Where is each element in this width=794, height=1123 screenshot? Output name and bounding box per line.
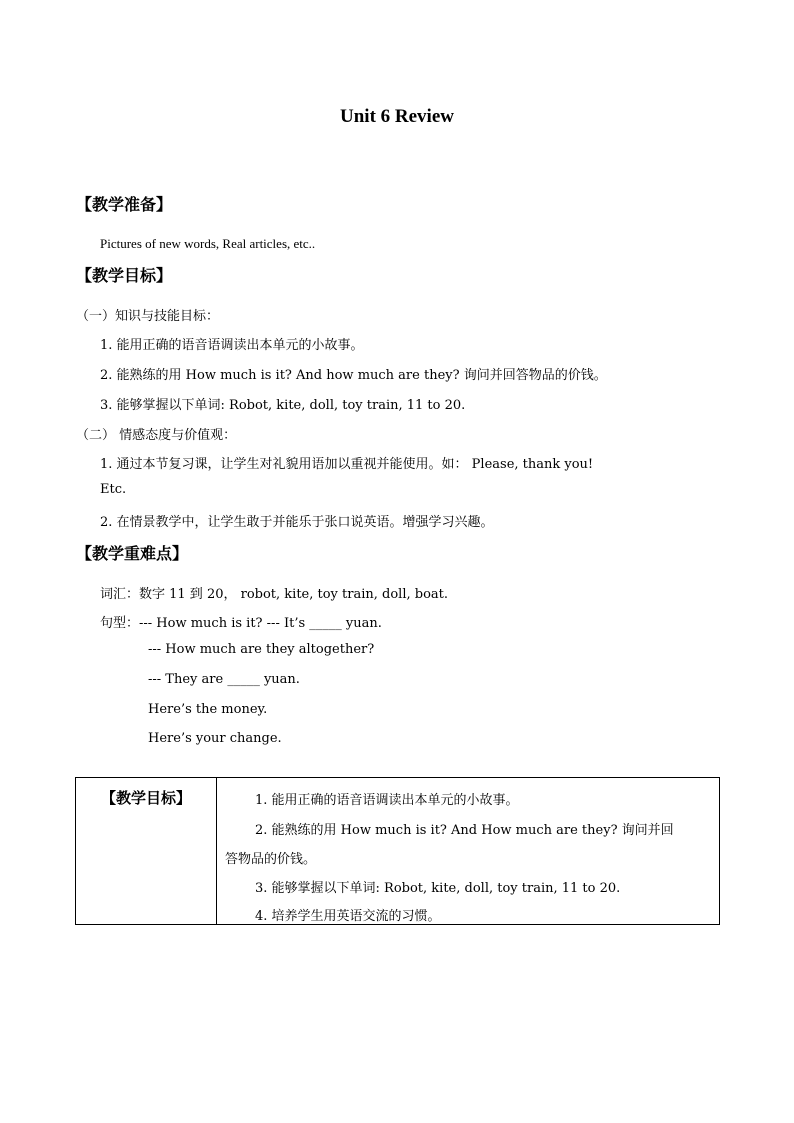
goals-table-content: [217, 778, 720, 925]
goals-part1-title: （一）知识与技能目标：: [76, 309, 220, 324]
table-line-4: 4. 培养学生用英语交流的习惯。: [255, 909, 441, 924]
goals-part1-item-2: 2. 能熟练的用 How much is it? And how much are they? 询问并回答物品的价钱。: [100, 368, 607, 383]
heading-goals: 【教学目标】: [76, 266, 173, 285]
table-line-2: 2. 能熟练的用 How much is it? And How much are they? 询问并回: [255, 823, 674, 838]
heading-keypoints: 【教学重难点】: [76, 544, 189, 563]
keypoints-pattern-1: 句型：--- How much is it? --- It’s _____ yuan.: [100, 616, 382, 631]
keypoints-pattern-3: --- They are _____ yuan.: [148, 672, 300, 687]
goals-part2-title: （二） 情感态度与价值观：: [76, 428, 237, 443]
goals-part2-item-1-cont: Etc.: [100, 482, 127, 497]
table-line-1: 1. 能用正确的语音语调读出本单元的小故事。: [255, 793, 519, 808]
goals-table-row: [76, 778, 720, 925]
goals-part1-item-3: 3. 能够掌握以下单词: Robot, kite, doll, toy train, 11 to 20.: [100, 398, 466, 413]
table-line-3: 3. 能够掌握以下单词: Robot, kite, doll, toy train, 11 to 20.: [255, 881, 621, 896]
keypoints-pattern-4: Here’s the money.: [148, 702, 268, 717]
prep-text: Pictures of new words, Real articles, etc..: [100, 236, 316, 251]
goals-part2-item-2: 2. 在情景教学中，让学生敢于并能乐于张口说英语。增强学习兴趣。: [100, 515, 494, 530]
keypoints-pattern-2: --- How much are they altogether?: [148, 642, 375, 657]
goals-part2-item-1: 1. 通过本节复习课，让学生对礼貌用语加以重视并能使用。如： Please, thank you!: [100, 457, 594, 472]
keypoints-vocab: 词汇：数字 11 到 20， robot, kite, toy train, doll, boat.: [100, 587, 449, 602]
heading-prep: 【教学准备】: [76, 195, 173, 214]
goals-table-label: 【教学目标】: [76, 778, 217, 925]
goals-table: [75, 777, 720, 925]
table-line-2-cont: 答物品的价钱。: [225, 852, 317, 867]
document-title: Unit 6 Review: [340, 106, 454, 127]
keypoints-pattern-5: Here’s your change.: [148, 731, 282, 746]
goals-part1-item-1: 1. 能用正确的语音语调读出本单元的小故事。: [100, 338, 364, 353]
